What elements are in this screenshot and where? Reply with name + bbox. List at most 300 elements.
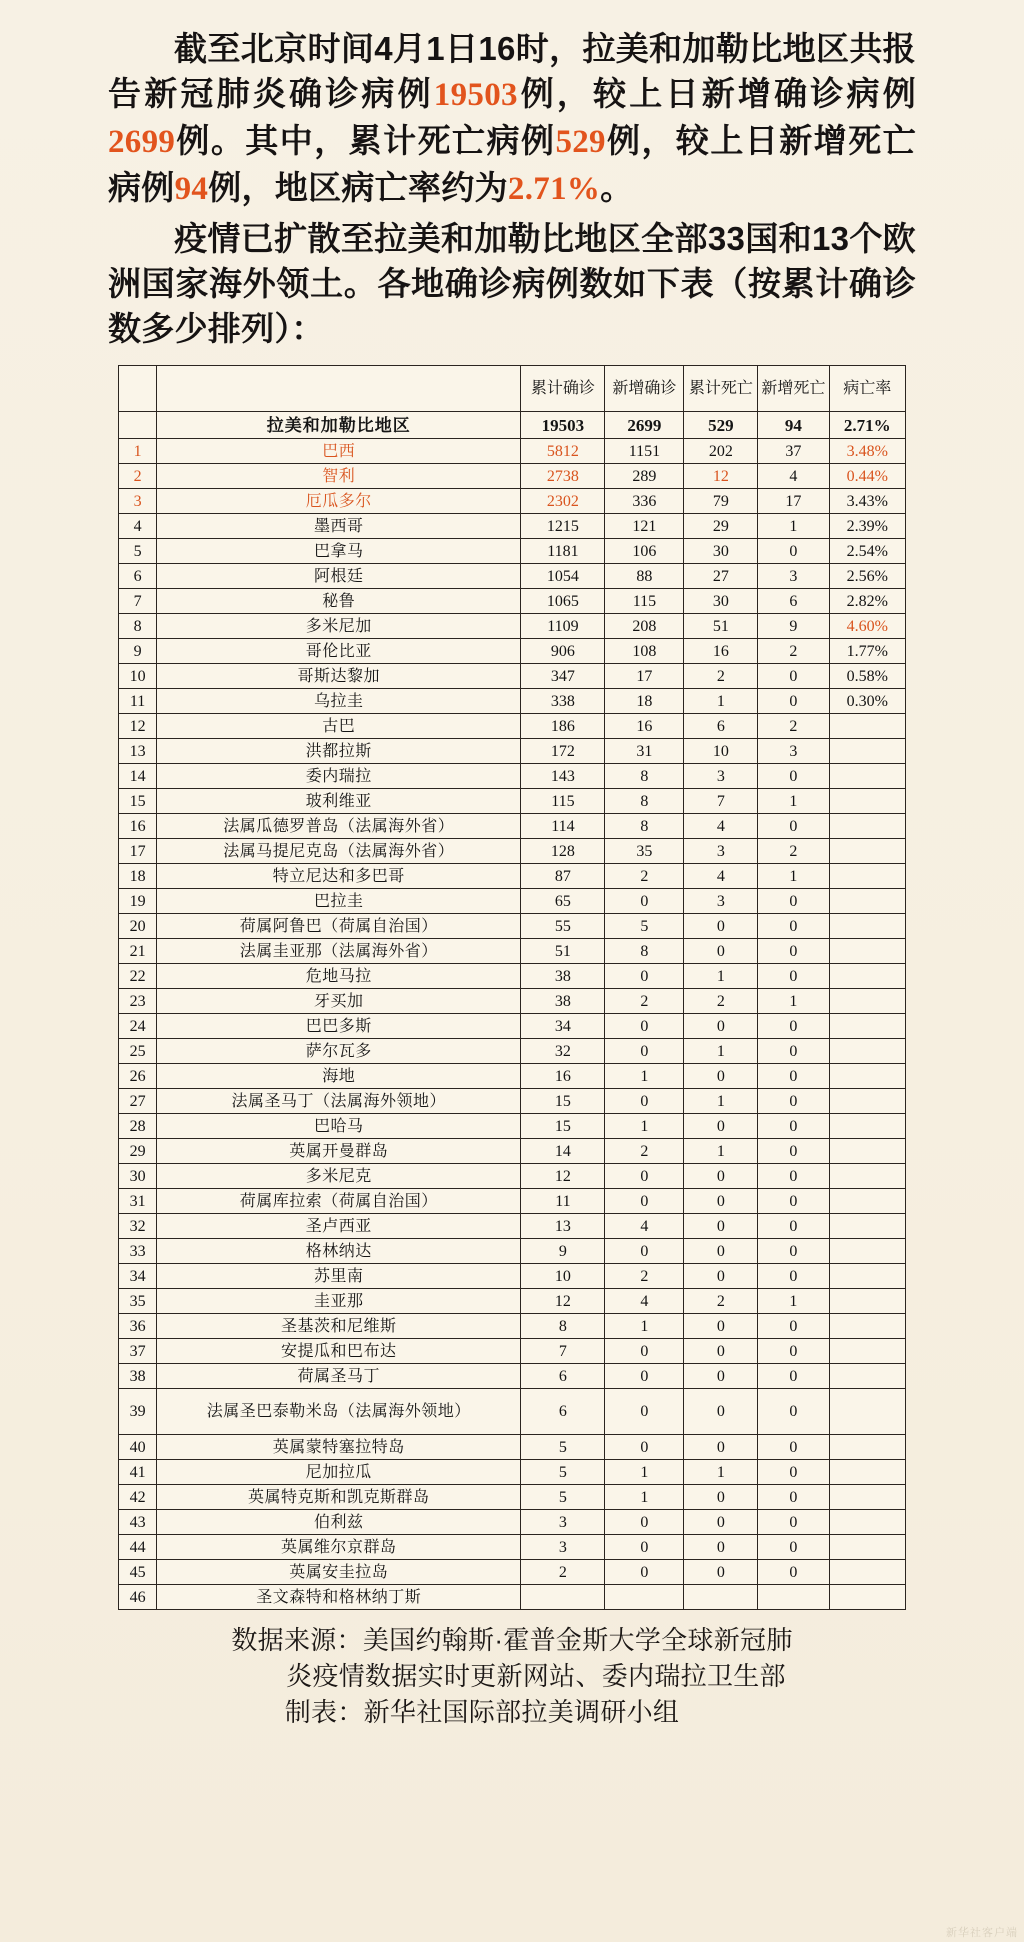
new-deaths: 9 <box>758 614 829 639</box>
highlight-number-9: 2.71% <box>507 171 601 207</box>
cumulative-deaths: 27 <box>684 564 758 589</box>
cumulative-deaths: 30 <box>684 539 758 564</box>
country-name: 秘鲁 <box>157 589 521 614</box>
cumulative-cases: 51 <box>521 939 605 964</box>
new-cases: 0 <box>605 1339 684 1364</box>
cumulative-cases: 7 <box>521 1339 605 1364</box>
country-name: 圣文森特和格林纳丁斯 <box>157 1585 521 1610</box>
new-deaths: 17 <box>758 489 829 514</box>
footer-section <box>0 1610 1024 1730</box>
row-index: 36 <box>119 1314 157 1339</box>
fatality-rate <box>829 789 905 814</box>
fatality-rate <box>829 1114 905 1139</box>
table-row <box>119 1339 906 1364</box>
row-index: 45 <box>119 1560 157 1585</box>
cumulative-cases: 338 <box>521 689 605 714</box>
new-deaths: 1 <box>758 514 829 539</box>
new-cases: 336 <box>605 489 684 514</box>
new-deaths: 0 <box>758 1164 829 1189</box>
new-deaths: 0 <box>758 1114 829 1139</box>
fatality-rate: 4.60% <box>829 614 905 639</box>
new-deaths: 1 <box>758 989 829 1014</box>
new-cases: 31 <box>605 739 684 764</box>
country-name: 萨尔瓦多 <box>157 1039 521 1064</box>
table-row <box>119 1460 906 1485</box>
intro-text-6: 例，较上日新增死亡病例 <box>108 122 916 206</box>
row-index: 46 <box>119 1585 157 1610</box>
new-cases: 106 <box>605 539 684 564</box>
cumulative-deaths: 0 <box>684 1510 758 1535</box>
new-cases: 208 <box>605 614 684 639</box>
table-row <box>119 1585 906 1610</box>
header-cumulative-cases: 累计确诊 <box>521 366 605 412</box>
new-cases: 1 <box>605 1460 684 1485</box>
cumulative-deaths: 0 <box>684 939 758 964</box>
row-index: 12 <box>119 714 157 739</box>
country-name: 牙买加 <box>157 989 521 1014</box>
new-cases: 0 <box>605 1164 684 1189</box>
new-deaths <box>758 1585 829 1610</box>
table-row <box>119 1535 906 1560</box>
cumulative-cases: 2302 <box>521 489 605 514</box>
cumulative-cases: 143 <box>521 764 605 789</box>
new-cases: 0 <box>605 1239 684 1264</box>
cumulative-deaths: 3 <box>684 764 758 789</box>
table-row <box>119 689 906 714</box>
intro-section <box>0 0 1024 351</box>
cumulative-cases: 115 <box>521 789 605 814</box>
cumulative-cases: 38 <box>521 964 605 989</box>
total-new-cases: 2699 <box>605 412 684 439</box>
new-cases: 8 <box>605 814 684 839</box>
cumulative-deaths: 0 <box>684 1214 758 1239</box>
total-index <box>119 412 157 439</box>
table-row <box>119 764 906 789</box>
new-cases: 4 <box>605 1289 684 1314</box>
fatality-rate <box>829 814 905 839</box>
fatality-rate <box>829 1214 905 1239</box>
new-cases: 4 <box>605 1214 684 1239</box>
country-name: 哥伦比亚 <box>157 639 521 664</box>
table-row <box>119 464 906 489</box>
country-name: 英属维尔京群岛 <box>157 1535 521 1560</box>
table-row <box>119 739 906 764</box>
fatality-rate <box>829 1189 905 1214</box>
new-cases: 115 <box>605 589 684 614</box>
cumulative-cases: 172 <box>521 739 605 764</box>
new-cases: 18 <box>605 689 684 714</box>
new-deaths: 0 <box>758 889 829 914</box>
new-cases: 2 <box>605 989 684 1014</box>
country-name: 海地 <box>157 1064 521 1089</box>
covid-stats-table <box>118 365 906 1610</box>
fatality-rate <box>829 1314 905 1339</box>
new-cases: 0 <box>605 1014 684 1039</box>
cumulative-cases: 32 <box>521 1039 605 1064</box>
cumulative-cases: 1215 <box>521 514 605 539</box>
cumulative-cases: 38 <box>521 989 605 1014</box>
cumulative-deaths: 2 <box>684 989 758 1014</box>
row-index: 8 <box>119 614 157 639</box>
cumulative-deaths: 1 <box>684 1460 758 1485</box>
country-name: 英属安圭拉岛 <box>157 1560 521 1585</box>
data-source-line-2: 炎疫情数据实时更新网站、委内瑞拉卫生部 <box>286 1661 786 1691</box>
cumulative-deaths: 12 <box>684 464 758 489</box>
cumulative-deaths: 6 <box>684 714 758 739</box>
new-cases: 8 <box>605 764 684 789</box>
new-cases: 35 <box>605 839 684 864</box>
cumulative-cases: 3 <box>521 1535 605 1560</box>
table-row <box>119 1189 906 1214</box>
row-index: 41 <box>119 1460 157 1485</box>
new-cases: 1 <box>605 1114 684 1139</box>
row-index: 5 <box>119 539 157 564</box>
cumulative-deaths: 0 <box>684 1560 758 1585</box>
cumulative-cases: 114 <box>521 814 605 839</box>
row-index: 6 <box>119 564 157 589</box>
country-name: 巴拿马 <box>157 539 521 564</box>
total-cumulative-cases: 19503 <box>521 412 605 439</box>
fatality-rate <box>829 1364 905 1389</box>
fatality-rate <box>829 1585 905 1610</box>
cumulative-cases: 87 <box>521 864 605 889</box>
new-cases: 108 <box>605 639 684 664</box>
fatality-rate <box>829 1014 905 1039</box>
cumulative-deaths: 0 <box>684 1014 758 1039</box>
country-name: 巴拉圭 <box>157 889 521 914</box>
table-row <box>119 589 906 614</box>
fatality-rate <box>829 939 905 964</box>
table-row <box>119 814 906 839</box>
chart-credit-line: 制表：新华社国际部拉美调研小组 <box>284 1697 680 1727</box>
country-name: 智利 <box>157 464 521 489</box>
row-index: 13 <box>119 739 157 764</box>
cumulative-cases: 9 <box>521 1239 605 1264</box>
new-cases: 0 <box>605 889 684 914</box>
new-cases: 0 <box>605 1560 684 1585</box>
new-deaths: 0 <box>758 1364 829 1389</box>
row-index: 24 <box>119 1014 157 1039</box>
table-row <box>119 714 906 739</box>
new-deaths: 0 <box>758 1535 829 1560</box>
cumulative-cases: 128 <box>521 839 605 864</box>
country-name: 法属圣马丁（法属海外领地） <box>157 1089 521 1114</box>
cumulative-cases: 1054 <box>521 564 605 589</box>
cumulative-cases: 65 <box>521 889 605 914</box>
new-deaths: 0 <box>758 1510 829 1535</box>
total-fatality-rate: 2.71% <box>829 412 905 439</box>
country-name: 法属圣巴泰勒米岛（法属海外领地） <box>157 1389 521 1435</box>
new-deaths: 1 <box>758 864 829 889</box>
row-index: 1 <box>119 439 157 464</box>
country-name: 阿根廷 <box>157 564 521 589</box>
fatality-rate <box>829 1239 905 1264</box>
cumulative-deaths: 0 <box>684 1389 758 1435</box>
row-index: 16 <box>119 814 157 839</box>
new-deaths: 0 <box>758 1189 829 1214</box>
intro-text-0: 截至北京时间4月1日16时，拉美和加勒比地区共报告新冠肺炎确诊病例 <box>108 30 916 112</box>
country-name: 荷属圣马丁 <box>157 1364 521 1389</box>
table-row <box>119 439 906 464</box>
cumulative-cases: 5 <box>521 1485 605 1510</box>
total-row <box>119 412 906 439</box>
new-deaths: 0 <box>758 689 829 714</box>
row-index: 15 <box>119 789 157 814</box>
country-name: 安提瓜和巴布达 <box>157 1339 521 1364</box>
table-row <box>119 564 906 589</box>
table-row <box>119 939 906 964</box>
header-new-deaths: 新增死亡 <box>758 366 829 412</box>
country-name: 荷属库拉索（荷属自治国） <box>157 1189 521 1214</box>
new-deaths: 4 <box>758 464 829 489</box>
fatality-rate: 3.48% <box>829 439 905 464</box>
cumulative-deaths: 79 <box>684 489 758 514</box>
new-deaths: 0 <box>758 1014 829 1039</box>
new-cases: 0 <box>605 1535 684 1560</box>
intro-text-8: 例，地区病亡率约为 <box>208 169 508 206</box>
row-index: 39 <box>119 1389 157 1435</box>
fatality-rate: 0.44% <box>829 464 905 489</box>
row-index: 22 <box>119 964 157 989</box>
cumulative-deaths: 10 <box>684 739 758 764</box>
table-row <box>119 1510 906 1535</box>
intro-paragraph-2-text: 疫情已扩散至拉美和加勒比地区全部33国和13个欧洲国家海外领土。各地确诊病例数如下表（按累计确诊数多少排列）： <box>108 220 916 347</box>
table-row <box>119 864 906 889</box>
table-row <box>119 789 906 814</box>
table-row <box>119 489 906 514</box>
new-deaths: 2 <box>758 839 829 864</box>
new-cases: 2 <box>605 864 684 889</box>
table-row <box>119 889 906 914</box>
country-name: 英属特克斯和凯克斯群岛 <box>157 1485 521 1510</box>
header-new-cases: 新增确诊 <box>605 366 684 412</box>
country-name: 巴哈马 <box>157 1114 521 1139</box>
table-row <box>119 1064 906 1089</box>
cumulative-deaths: 0 <box>684 1264 758 1289</box>
fatality-rate <box>829 989 905 1014</box>
row-index: 31 <box>119 1189 157 1214</box>
cumulative-cases: 11 <box>521 1189 605 1214</box>
country-name: 玻利维亚 <box>157 789 521 814</box>
new-deaths: 0 <box>758 1239 829 1264</box>
fatality-rate <box>829 964 905 989</box>
table-row <box>119 964 906 989</box>
cumulative-deaths: 0 <box>684 1164 758 1189</box>
country-name: 古巴 <box>157 714 521 739</box>
intro-text-10: 。 <box>600 169 634 206</box>
country-name: 格林纳达 <box>157 1239 521 1264</box>
table-row <box>119 1114 906 1139</box>
new-deaths: 3 <box>758 564 829 589</box>
cumulative-deaths: 0 <box>684 1535 758 1560</box>
fatality-rate: 0.30% <box>829 689 905 714</box>
total-region-name: 拉美和加勒比地区 <box>157 412 521 439</box>
cumulative-deaths: 7 <box>684 789 758 814</box>
highlight-number-3: 2699 <box>108 124 176 160</box>
watermark-text: 新华社客户端 <box>946 1927 1018 1939</box>
new-deaths: 0 <box>758 664 829 689</box>
fatality-rate <box>829 1485 905 1510</box>
fatality-rate: 1.77% <box>829 639 905 664</box>
total-cumulative-deaths: 529 <box>684 412 758 439</box>
row-index: 35 <box>119 1289 157 1314</box>
new-deaths: 0 <box>758 1264 829 1289</box>
cumulative-deaths: 16 <box>684 639 758 664</box>
country-name: 英属开曼群岛 <box>157 1139 521 1164</box>
cumulative-cases: 12 <box>521 1164 605 1189</box>
new-deaths: 0 <box>758 1560 829 1585</box>
row-index: 10 <box>119 664 157 689</box>
header-region <box>157 366 521 412</box>
row-index: 40 <box>119 1435 157 1460</box>
cumulative-deaths: 1 <box>684 1089 758 1114</box>
cumulative-cases: 34 <box>521 1014 605 1039</box>
fatality-rate <box>829 1339 905 1364</box>
fatality-rate <box>829 1560 905 1585</box>
cumulative-cases: 906 <box>521 639 605 664</box>
cumulative-deaths: 29 <box>684 514 758 539</box>
new-cases: 2 <box>605 1264 684 1289</box>
table-row <box>119 539 906 564</box>
fatality-rate <box>829 1164 905 1189</box>
new-cases: 0 <box>605 1389 684 1435</box>
new-deaths: 0 <box>758 1435 829 1460</box>
table-container <box>0 351 1024 1610</box>
new-deaths: 0 <box>758 1064 829 1089</box>
cumulative-cases: 1181 <box>521 539 605 564</box>
country-name: 法属圭亚那（法属海外省） <box>157 939 521 964</box>
table-row <box>119 1389 906 1435</box>
fatality-rate <box>829 1535 905 1560</box>
cumulative-deaths: 4 <box>684 814 758 839</box>
row-index: 7 <box>119 589 157 614</box>
new-cases: 0 <box>605 1039 684 1064</box>
cumulative-deaths: 0 <box>684 1435 758 1460</box>
new-deaths: 0 <box>758 914 829 939</box>
cumulative-cases: 3 <box>521 1510 605 1535</box>
row-index: 21 <box>119 939 157 964</box>
country-name: 厄瓜多尔 <box>157 489 521 514</box>
cumulative-deaths: 202 <box>684 439 758 464</box>
row-index: 33 <box>119 1239 157 1264</box>
cumulative-cases: 186 <box>521 714 605 739</box>
new-deaths: 0 <box>758 1314 829 1339</box>
row-index: 17 <box>119 839 157 864</box>
new-cases <box>605 1585 684 1610</box>
cumulative-deaths: 0 <box>684 1339 758 1364</box>
new-deaths: 0 <box>758 764 829 789</box>
fatality-rate <box>829 864 905 889</box>
table-row <box>119 639 906 664</box>
new-cases: 88 <box>605 564 684 589</box>
cumulative-cases: 6 <box>521 1364 605 1389</box>
row-index: 27 <box>119 1089 157 1114</box>
row-index: 2 <box>119 464 157 489</box>
intro-text-4: 例。其中，累计死亡病例 <box>175 122 556 159</box>
country-name: 荷属阿鲁巴（荷属自治国） <box>157 914 521 939</box>
country-name: 圣卢西亚 <box>157 1214 521 1239</box>
fatality-rate: 2.56% <box>829 564 905 589</box>
row-index: 42 <box>119 1485 157 1510</box>
fatality-rate <box>829 1460 905 1485</box>
header-cumulative-deaths: 累计死亡 <box>684 366 758 412</box>
new-deaths: 0 <box>758 1389 829 1435</box>
cumulative-cases: 347 <box>521 664 605 689</box>
cumulative-cases: 55 <box>521 914 605 939</box>
country-name: 圣基茨和尼维斯 <box>157 1314 521 1339</box>
new-cases: 17 <box>605 664 684 689</box>
cumulative-cases: 6 <box>521 1389 605 1435</box>
cumulative-cases: 13 <box>521 1214 605 1239</box>
fatality-rate <box>829 1039 905 1064</box>
header-fatality-rate: 病亡率 <box>829 366 905 412</box>
cumulative-deaths: 0 <box>684 1485 758 1510</box>
table-row <box>119 1264 906 1289</box>
new-deaths: 0 <box>758 964 829 989</box>
country-name: 巴巴多斯 <box>157 1014 521 1039</box>
fatality-rate <box>829 1389 905 1435</box>
cumulative-cases: 14 <box>521 1139 605 1164</box>
new-deaths: 1 <box>758 1289 829 1314</box>
country-name: 哥斯达黎加 <box>157 664 521 689</box>
header-index <box>119 366 157 412</box>
row-index: 3 <box>119 489 157 514</box>
new-cases: 8 <box>605 789 684 814</box>
country-name: 圭亚那 <box>157 1289 521 1314</box>
row-index: 11 <box>119 689 157 714</box>
table-row <box>119 914 906 939</box>
table-row <box>119 1239 906 1264</box>
new-deaths: 0 <box>758 939 829 964</box>
table-row <box>119 1214 906 1239</box>
row-index: 38 <box>119 1364 157 1389</box>
table-row <box>119 664 906 689</box>
new-cases: 16 <box>605 714 684 739</box>
intro-text-2: 例，较上日新增确诊病例 <box>517 75 916 112</box>
cumulative-deaths: 1 <box>684 964 758 989</box>
new-cases: 0 <box>605 1510 684 1535</box>
table-body <box>119 412 906 1610</box>
new-cases: 0 <box>605 1364 684 1389</box>
country-name: 危地马拉 <box>157 964 521 989</box>
row-index: 28 <box>119 1114 157 1139</box>
new-deaths: 0 <box>758 1460 829 1485</box>
row-index: 9 <box>119 639 157 664</box>
country-name: 巴西 <box>157 439 521 464</box>
cumulative-deaths: 3 <box>684 839 758 864</box>
country-name: 墨西哥 <box>157 514 521 539</box>
new-cases: 0 <box>605 964 684 989</box>
cumulative-cases <box>521 1585 605 1610</box>
table-row <box>119 614 906 639</box>
new-cases: 5 <box>605 914 684 939</box>
fatality-rate <box>829 714 905 739</box>
country-name: 法属瓜德罗普岛（法属海外省） <box>157 814 521 839</box>
fatality-rate <box>829 889 905 914</box>
new-deaths: 1 <box>758 789 829 814</box>
cumulative-cases: 5 <box>521 1460 605 1485</box>
row-index: 19 <box>119 889 157 914</box>
fatality-rate <box>829 1264 905 1289</box>
row-index: 14 <box>119 764 157 789</box>
new-cases: 1 <box>605 1485 684 1510</box>
cumulative-cases: 2738 <box>521 464 605 489</box>
fatality-rate <box>829 1289 905 1314</box>
row-index: 29 <box>119 1139 157 1164</box>
cumulative-cases: 5812 <box>521 439 605 464</box>
fatality-rate <box>829 1510 905 1535</box>
row-index: 20 <box>119 914 157 939</box>
